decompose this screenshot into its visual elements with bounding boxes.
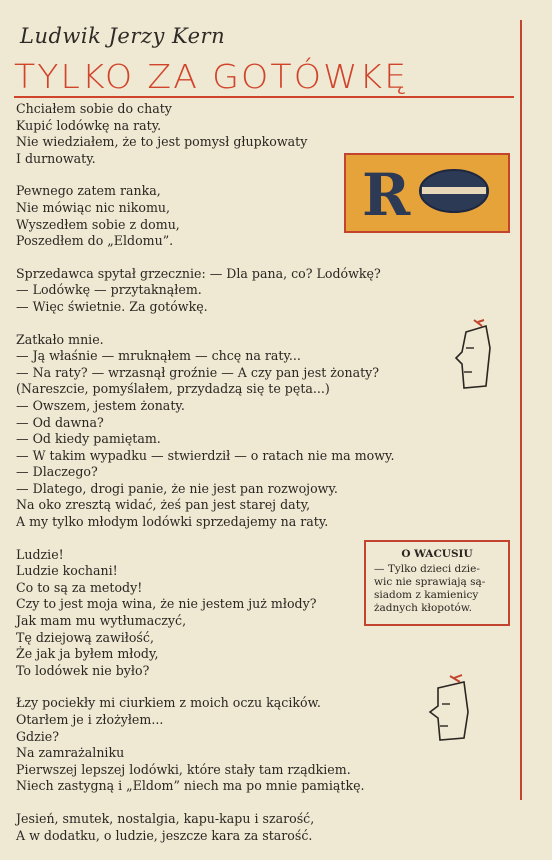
poem-line: — Lodówkę — przytaknąłem.: [16, 282, 202, 298]
poem-stanza: [16, 695, 416, 795]
poem-line: Pewnego zatem ranka,: [16, 183, 161, 199]
face-sketch-icon: [424, 672, 474, 742]
poem-line: Na zamrażalniku: [16, 745, 125, 761]
poem-line: A w dodatku, o ludzie, jeszcze kara za starość.: [16, 827, 313, 843]
poem-line: Na oko zresztą widać, żeś pan jest starej daty,: [16, 497, 311, 513]
poem-line: — Ją właśnie — mruknąłem — chcę na raty...: [16, 348, 301, 364]
poem-line: — Dlaczego?: [16, 464, 98, 480]
poem-line: Gdzie?: [16, 728, 59, 744]
poem-stanza: [16, 547, 416, 680]
poem-line: Ludzie!: [16, 546, 64, 562]
poem-line: — Od dawna?: [16, 414, 104, 430]
poem-line: Pierwszej lepszej lodówki, które stały tam rządkiem.: [16, 761, 351, 777]
note-text: [374, 563, 500, 615]
poem-line: — Dlatego, drogi panie, że nie jest pan rozwojowy.: [16, 480, 338, 496]
poem-line: A my tylko młodym lodówki sprzedajemy na raty.: [16, 514, 329, 530]
poem-line: — Owszem, jestem żonaty.: [16, 397, 185, 413]
poem-line: Łzy pociekły mi ciurkiem z moich oczu kącików.: [16, 695, 321, 711]
article-title: TYLKO ZA GOTÓWKĘ: [14, 57, 409, 96]
poem-line: Poszedłem do „Eldomu”.: [16, 233, 174, 249]
poem-line: — Na raty? — wrzasnął groźnie — A czy pan jest żonaty?: [16, 364, 380, 380]
page-border-right: [520, 20, 522, 800]
poem-line: Sprzedawca spytał grzecznie: — Dla pana, co? Lodówkę?: [16, 265, 381, 281]
poem-line: Nie wiedziałem, że to jest pomysł głupkowaty: [16, 134, 308, 150]
poem-line: Nie mówiąc nic nikomu,: [16, 199, 171, 215]
poem-line: Chciałem sobie do chaty: [16, 101, 172, 116]
poem-line: Ludzie kochani!: [16, 563, 118, 579]
poem-line: Jak mam mu wytłumaczyć,: [16, 613, 187, 629]
author-name: Ludwik Jerzy Kern: [20, 24, 226, 48]
title-underline: [14, 96, 514, 98]
poem-line: Otarłem je i złożyłem...: [16, 712, 164, 727]
face-sketch-icon: [452, 318, 496, 392]
poem-line: — W takim wypadku — stwierdził — o ratach nie ma mowy.: [16, 447, 395, 463]
poem-line: Co to są za metody!: [16, 579, 143, 595]
poem-line: Że jak ja byłem młody,: [16, 646, 159, 662]
poem-line: Zatkało mnie.: [16, 331, 104, 347]
poem-line: Wyszedłem sobie z domu,: [16, 216, 180, 232]
poem-line: Jesień, smutek, nostalgia, kapu-kapu i szarość,: [16, 810, 315, 826]
eldom-logo-illustration: [344, 153, 510, 233]
note-line: żadnych kłopotów.: [374, 602, 472, 614]
poem-line: — Więc świetnie. Za gotówkę.: [16, 298, 208, 314]
poem-line: I durnowaty.: [16, 150, 96, 166]
poem-line: To lodówek nie było?: [16, 662, 150, 678]
poem-line: (Nareszcie, pomyślałem, przydadzą się te pęta...): [16, 381, 330, 397]
note-line: wic nie sprawiają są-: [374, 576, 486, 588]
poem-line: — Od kiedy pamiętam.: [16, 431, 161, 447]
poem-line: Tę dziejową zawiłość,: [16, 629, 154, 645]
logo-letter: R: [362, 161, 411, 229]
poem-line: Niech zastygną i „Eldom” niech ma po mnie pamiątkę.: [16, 778, 365, 794]
note-line: siadom z kamienicy: [374, 589, 479, 601]
poem-stanza: [16, 332, 416, 531]
note-line: — Tylko dzieci dzie-: [374, 563, 480, 575]
poem-line: Czy to jest moja wina, że nie jestem już młody?: [16, 596, 317, 612]
poem-line: Kupić lodówkę na raty.: [16, 117, 162, 133]
logo-drawing: [346, 155, 508, 231]
poem-stanza: [16, 811, 416, 844]
poem-stanza: [16, 266, 416, 316]
note-title: O WACUSIU: [401, 548, 473, 560]
sidebar-note-box: [364, 540, 510, 626]
